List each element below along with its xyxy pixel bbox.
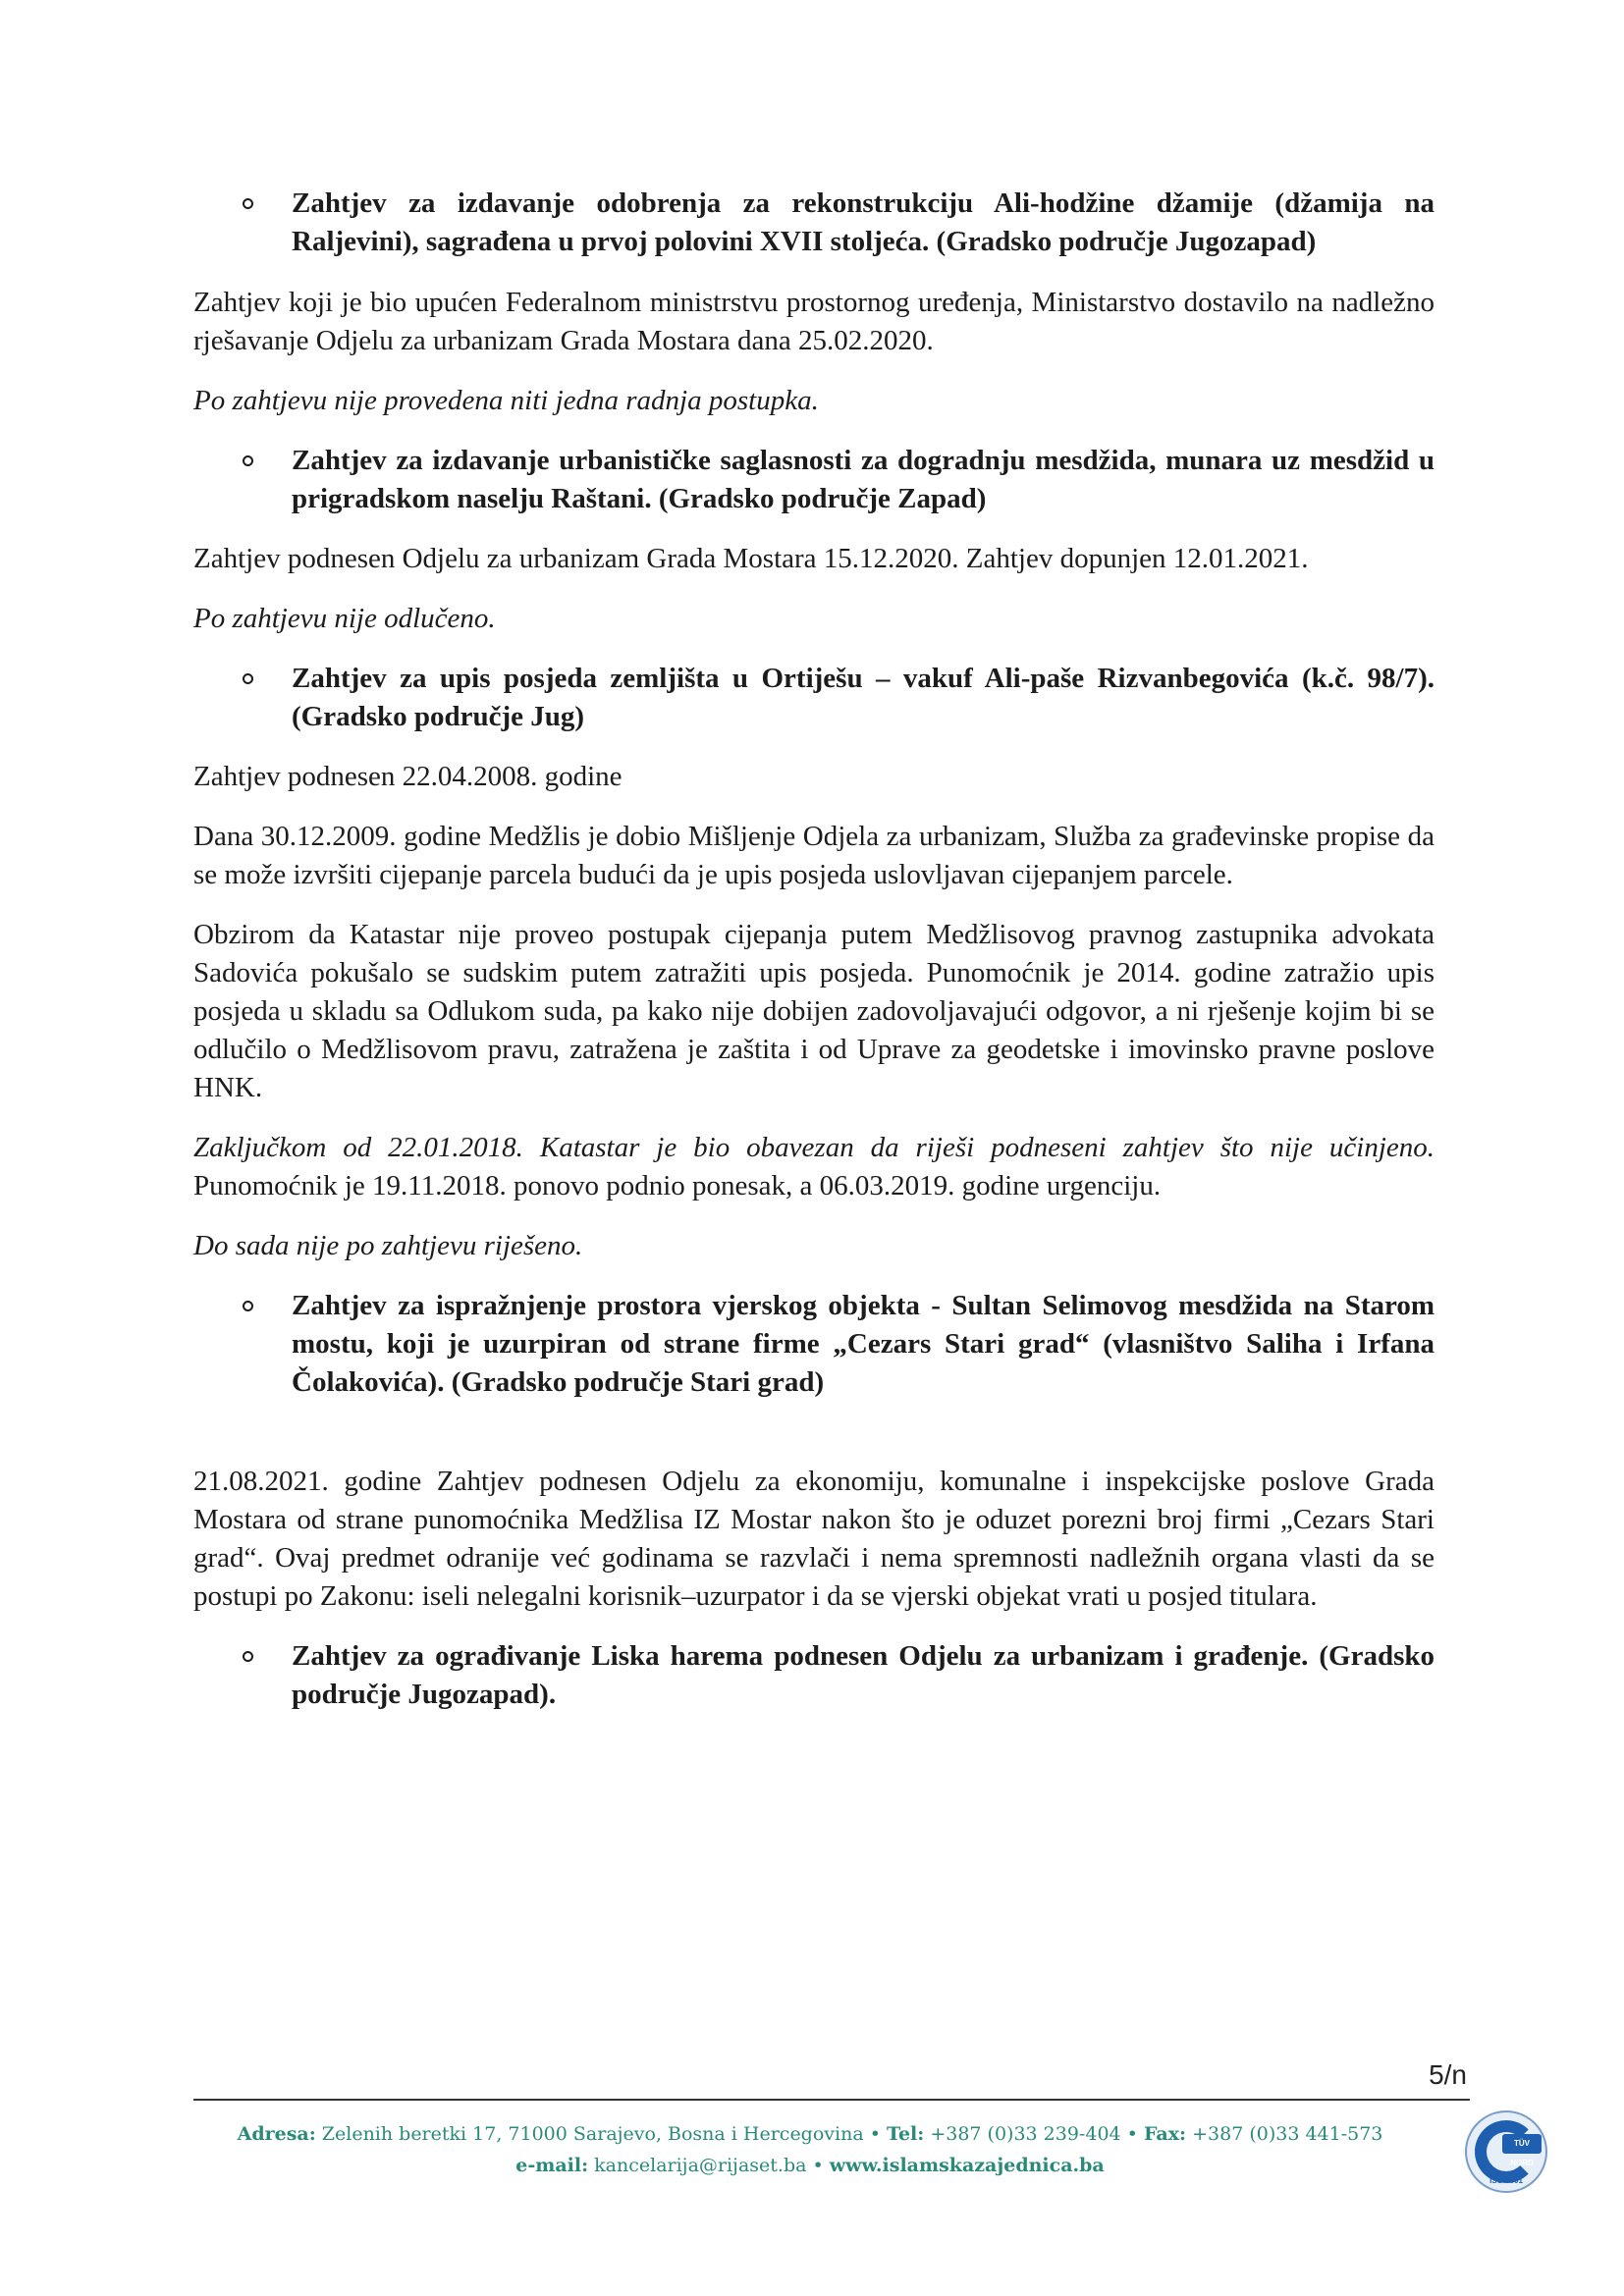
list-item [193, 1287, 1435, 1402]
paragraph: Dana 30.12.2009. godine Medžlis je dobio Mišljenje Odjela za urbanizam, Služba za građevinske propise da se može izvršiti cijepanje parcela budući da je upis posjeda uslovljavan cijepanjem parcele. [193, 821, 1435, 890]
footer-contact-line [177, 2155, 1443, 2176]
bullet-icon [243, 1651, 253, 1662]
item-heading: Zahtjev za upis posjeda zemljišta u Ortiješu – vakuf Ali-paše Rizvanbegovića (k.č. 98/7). (Gradsko područje Jug) [292, 663, 1435, 732]
website-link[interactable]: www.islamskazajednica.ba [829, 2155, 1105, 2176]
list-item [193, 660, 1435, 736]
item-heading: Zahtjev za izdavanje odobrenja za rekonstrukciju Ali-hodžine džamije (džamija na Raljevini), sagrađena u prvoj polovini XVII stoljeća. (Gradsko područje Jugozapad) [292, 187, 1435, 257]
email-label: e-mail: [515, 2155, 589, 2176]
address-text: Zelenih beretki 17, 71000 Sarajevo, Bosna i Hercegovina [321, 2123, 864, 2145]
bullet-icon [243, 198, 253, 209]
paragraph: 21.08.2021. godine Zahtjev podnesen Odjelu za ekonomiju, komunalne i inspekcijske poslove Grada Mostara od strane punomoćnika Medžlisa IZ Mostar nakon što je oduzet porezni broj firmi „Cezars Stari grad“. Ovaj predmet odranije već godinama se razvlači i nema spremnosti nadležnih organa vlasti da se postupi po Zakonu: iseli nelegalni korisnik–uzurpator i da se vjerski objekat vrati u posjed titulara. [193, 1466, 1435, 1612]
item-heading: Zahtjev za ograđivanje Liska harema podnesen Odjelu za urbanizam i građenje. (Gradsko područje Jugozapad). [292, 1640, 1435, 1710]
iso-label: ISO 9001 [1489, 2176, 1523, 2185]
page-number: 5/n [1429, 2059, 1467, 2090]
address-label: Adresa: [237, 2123, 316, 2145]
fax-text: +387 (0)33 441-573 [1192, 2123, 1383, 2145]
bullet-icon [243, 673, 253, 684]
paragraph: Obzirom da Katastar nije proveo postupak cijepanja putem Medžlisovog pravnog zastupnika advokata Sadovića pokušalo se sudskim putem zatražiti upis posjeda. Punomoćnik je 2014. godine zatražio upis posjeda u skladu sa Odlukom suda, pa kako nije dobijen zadovoljavajući odgovor, a ni rješenje kojim bi se odlučilo o Medžlisovom pravu, zatražena je zaštita i od Uprave za geodetske i imovinsko pravne poslove HNK. [193, 919, 1435, 1103]
separator: • [812, 2155, 824, 2176]
conclusion-note: Zaključkom od 22.01.2018. Katastar je bio obavezan da riješi podneseni zahtjev što nije učinjeno. [193, 1132, 1435, 1163]
status-note: Po zahtjevu nije provedena niti jedna radnja postupka. [193, 385, 819, 416]
footer-divider [193, 2099, 1470, 2101]
cert-badge: TÜV NORD [1502, 2134, 1542, 2154]
conclusion-text: Punomoćnik je 19.11.2018. ponovo podnio ponesak, a 06.03.2019. godine urgenciju. [193, 1170, 1162, 1201]
paragraph: Zahtjev koji je bio upućen Federalnom ministrstvu prostornog uređenja, Ministarstvo dostavilo na nadležno rješavanje Odjelu za urbanizam Grada Mostara dana 25.02.2020. [193, 287, 1435, 356]
tel-text: +387 (0)33 239-404 [930, 2123, 1121, 2145]
bullet-icon [243, 1301, 253, 1311]
tel-label: Tel: [886, 2123, 925, 2145]
footer-address-line [177, 2123, 1443, 2145]
email-link[interactable]: kancelarija@rijaset.ba [594, 2155, 807, 2176]
item-heading: Zahtjev za ispražnjenje prostora vjerskog objekta - Sultan Selimovog mesdžida na Starom mostu, koji je uzurpiran od strane firme „Cezars Stari grad“ (vlasništvo Saliha i Irfana Čolakovića). (Gradsko područje Stari grad) [292, 1290, 1435, 1398]
paragraph [193, 1129, 1435, 1205]
status-note: Do sada nije po zahtjevu riješeno. [193, 1230, 583, 1261]
paragraph: Zahtjev podnesen 22.04.2008. godine [193, 761, 623, 792]
document-body [193, 185, 1435, 1714]
fax-label: Fax: [1143, 2123, 1187, 2145]
paragraph: Zahtjev podnesen Odjelu za urbanizam Grada Mostara 15.12.2020. Zahtjev dopunjen 12.01.2021. [193, 543, 1309, 574]
bullet-icon [243, 455, 253, 466]
list-item [193, 1637, 1435, 1714]
separator: • [869, 2123, 881, 2145]
list-item [193, 185, 1435, 261]
status-note: Po zahtjevu nije odlučeno. [193, 603, 496, 634]
item-heading: Zahtjev za izdavanje urbanističke saglasnosti za dogradnju mesdžida, munara uz mesdžid u prigradskom naselju Raštani. (Gradsko područje Zapad) [292, 445, 1435, 514]
separator: • [1126, 2123, 1138, 2145]
certification-logo-icon [1465, 2110, 1547, 2193]
list-item [193, 442, 1435, 518]
